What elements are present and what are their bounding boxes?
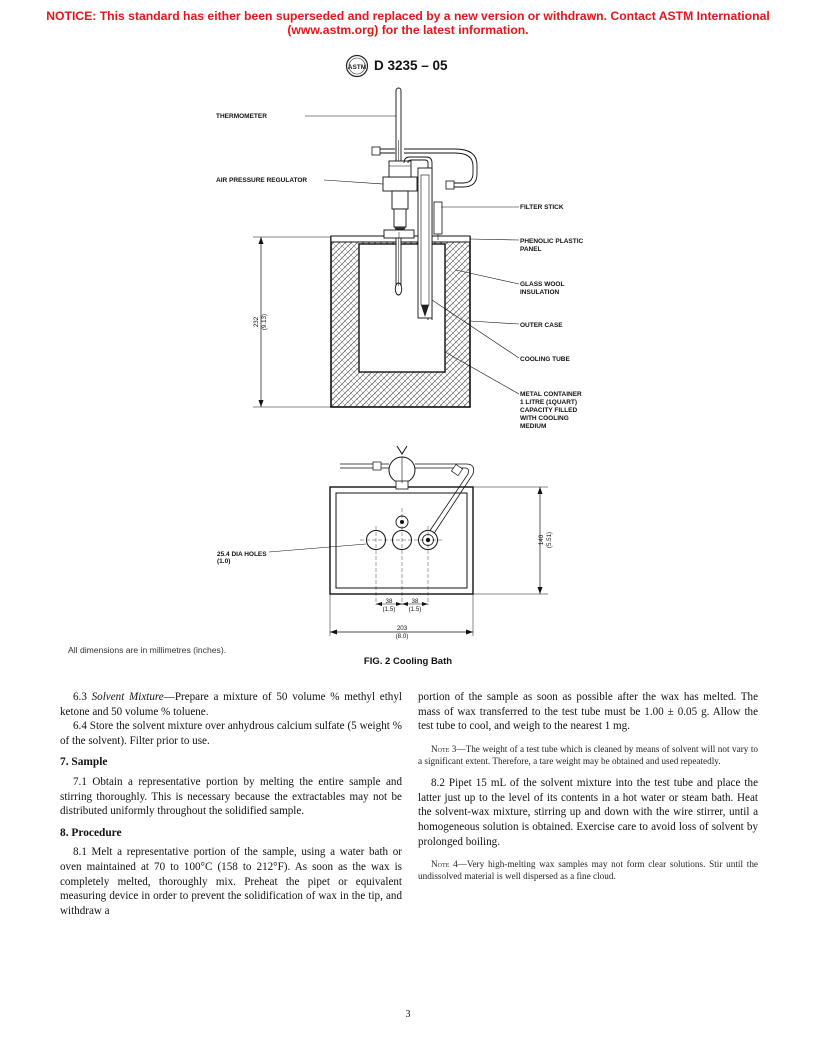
note-3 bbox=[418, 743, 758, 767]
left-column bbox=[60, 690, 402, 918]
notice-banner: NOTICE: This standard has either been superseded and replaced by a new version or withdrawn. Contact ASTM International (www.astm.org) for the latest information. bbox=[46, 9, 770, 37]
height-dimension-in: (9.13) bbox=[261, 313, 268, 331]
note-3-text: 3—The weight of a test tube which is cleaned by means of solvent will not vary to a significant extent. Therefore, a tare weight may be obtained and used repeatedly. bbox=[418, 743, 758, 766]
designation-text: D 3235 – 05 bbox=[374, 58, 448, 73]
paragraph-6-3 bbox=[60, 690, 402, 719]
paragraph-7-1: 7.1 Obtain a representative portion by melting the entire sample and stirring thoroughly. This is necessary because the extractables may not be distributed uniformly throughout the solidified sample. bbox=[60, 775, 402, 818]
figure-caption: FIG. 2 Cooling Bath bbox=[363, 656, 453, 667]
label-filter-stick: FILTER STICK bbox=[520, 204, 564, 211]
label-thermometer: THERMOMETER bbox=[216, 113, 267, 120]
label-metal-container-line2: 1 LITRE (1QUART) bbox=[520, 399, 578, 406]
label-holes-line1: 25.4 DIA HOLES bbox=[217, 551, 267, 558]
label-glass-wool-line2: INSULATION bbox=[520, 289, 560, 296]
height-dimension-mm: 232 bbox=[253, 316, 260, 328]
label-glass-wool-line1: GLASS WOOL bbox=[520, 281, 565, 288]
note-3-label: Note bbox=[431, 743, 450, 754]
label-metal-container-line4: WITH COOLING bbox=[520, 415, 569, 422]
paragraph-8-2: 8.2 Pipet 15 mL of the solvent mixture into the test tube and place the latter just up to the level of its contents in a hot water or steam bath. Heat the solvent-wax mixture, stirring up and down with the wire stirrer, until a homogeneous solution is obtained. Exercise care to avoid loss of solvent by prolonged boiling. bbox=[418, 777, 758, 848]
depth-dimension-in: (5.51) bbox=[546, 531, 553, 549]
spacing2-mm: 38 bbox=[411, 598, 419, 605]
paragraph-6-3-title: Solvent Mixture bbox=[91, 691, 164, 703]
elevation-view bbox=[216, 88, 584, 430]
paragraph-8-1-continued: portion of the sample as soon as possible after the wax has melted. The mass of wax transferred to the test tube must be 1.00 ± 0.05 g. Allow the test tube to cool, and weigh to the nearest 1 mg. bbox=[418, 691, 758, 733]
right-column bbox=[418, 690, 758, 892]
plan-view bbox=[217, 446, 553, 640]
label-outer-case: OUTER CASE bbox=[520, 322, 563, 329]
paragraph-6-4: 6.4 Store the solvent mixture over anhydrous calcium sulfate (5 weight % of the solvent). Filter prior to use. bbox=[60, 720, 402, 747]
section-7-heading: 7. Sample bbox=[60, 756, 108, 769]
width-dimension-mm: 203 bbox=[396, 625, 408, 632]
label-phenolic-line2: PANEL bbox=[520, 246, 542, 253]
label-cooling-tube: COOLING TUBE bbox=[520, 356, 570, 363]
depth-dimension-mm: 140 bbox=[538, 534, 545, 546]
note-4-label: Note bbox=[431, 859, 450, 870]
width-dimension-in: (8.0) bbox=[395, 633, 409, 640]
page-number: 3 bbox=[405, 1009, 411, 1020]
spacing1-mm: 38 bbox=[385, 598, 393, 605]
label-holes-line2: (1.0) bbox=[217, 558, 231, 565]
paragraph-6-3-text: —Prepare a mixture of 50 volume % methyl ethyl ketone and 50 volume % toluene. bbox=[60, 691, 402, 718]
dimensions-note: All dimensions are in millimetres (inches). bbox=[68, 645, 227, 655]
label-metal-container-line3: CAPACITY FILLED bbox=[520, 407, 578, 414]
label-phenolic-line1: PHENOLIC PLASTIC bbox=[520, 238, 584, 245]
paragraph-6-3-number: 6.3 bbox=[73, 691, 87, 703]
section-8-heading: 8. Procedure bbox=[60, 826, 122, 839]
note-4 bbox=[418, 858, 758, 882]
paragraph-8-1: 8.1 Melt a representative portion of the sample, using a water bath or oven maintained at 70 to 100°C (158 to 212°F). As soon as the wax is completely melted, thoroughly mix. Preheat the pipet or equivalent measuring device in order to prevent the solidification of wax in the tip, and withdraw a bbox=[60, 846, 402, 917]
spacing1-in: (1.5) bbox=[382, 606, 396, 613]
svg-text:ASTM: ASTM bbox=[347, 64, 367, 71]
label-metal-container-line5: MEDIUM bbox=[520, 423, 547, 430]
spacing2-in: (1.5) bbox=[408, 606, 422, 613]
note-4-text: 4—Very high-melting wax samples may not form clear solutions. Stir until the undissolved material is well dispersed as a fine cloud. bbox=[418, 859, 758, 882]
label-air-pressure-regulator: AIR PRESSURE REGULATOR bbox=[216, 177, 308, 184]
label-metal-container-line1: METAL CONTAINER bbox=[520, 391, 582, 398]
